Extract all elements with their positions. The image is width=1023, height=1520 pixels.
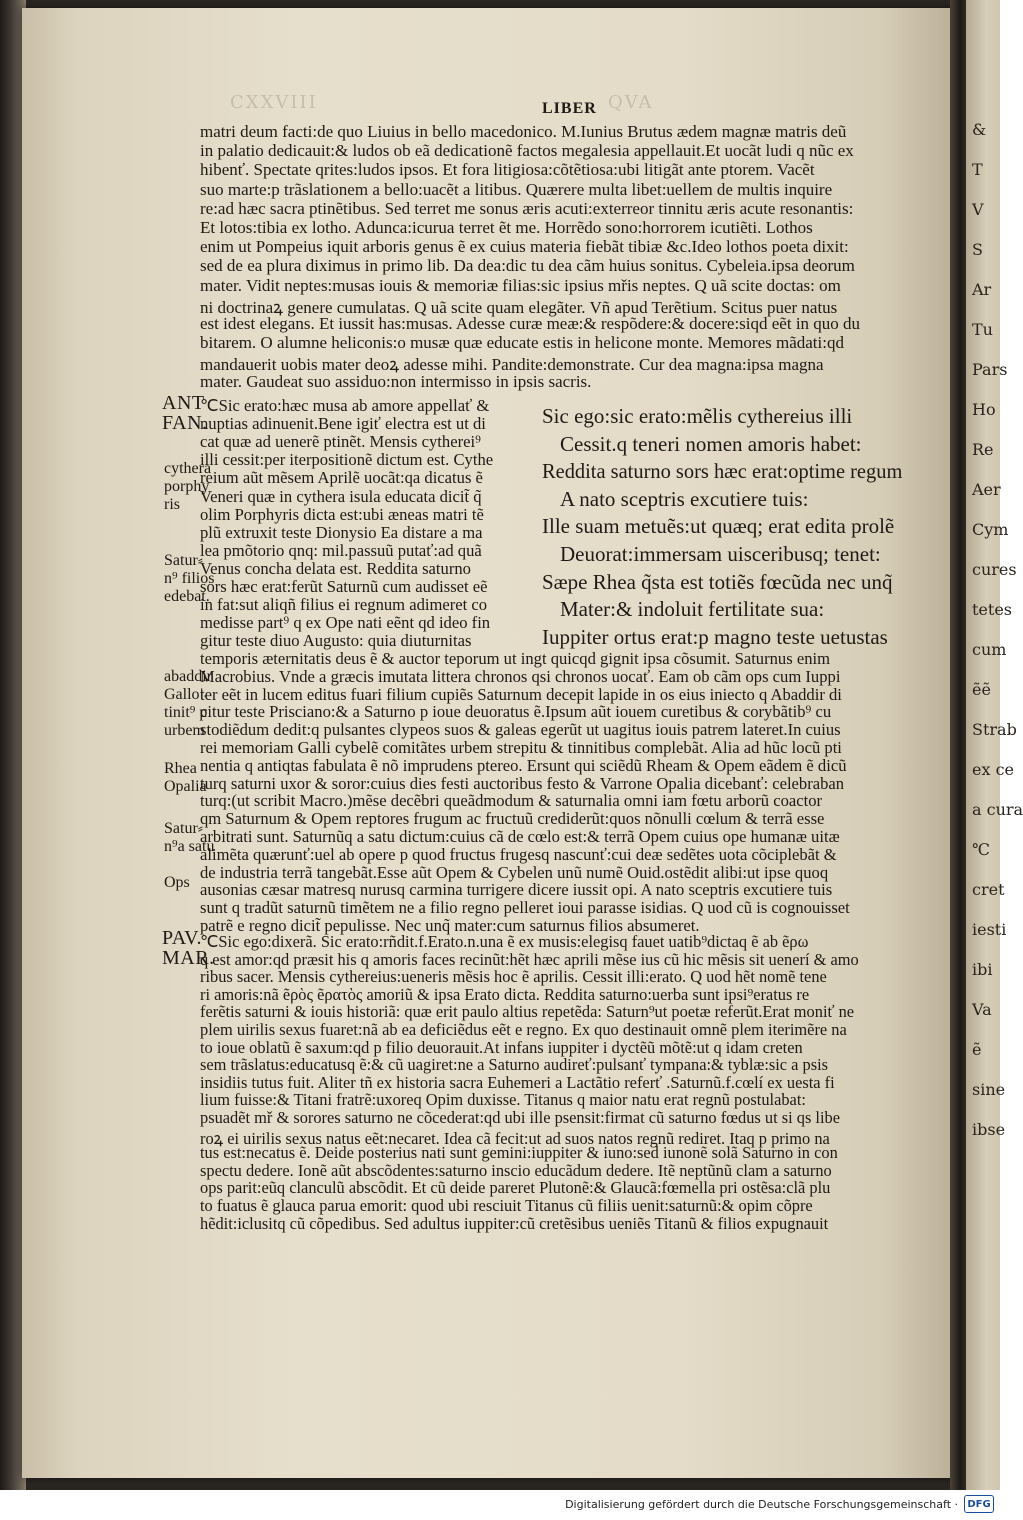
marginal-note-line: n⁹a satu xyxy=(164,838,215,855)
text-line: Veneri quæ in cythera isula educata dicit̃ q̃ xyxy=(200,486,482,506)
adjacent-page-fragment: tetes xyxy=(972,600,1013,619)
speaker-line: ANT xyxy=(162,392,205,414)
verse-line: Ille suam metuẽs:ut quæq; erat edita prolẽ xyxy=(542,514,895,539)
text-line: bitarem. O alumne heliconis:o musæ quæ educate estis in helicone monte. Memores mãdati:qd xyxy=(200,333,844,353)
marginal-note xyxy=(164,820,214,856)
adjacent-page-fragment: ẽẽ xyxy=(972,680,991,699)
adjacent-page-fragment: ibi xyxy=(972,960,993,979)
marginal-note xyxy=(164,760,207,796)
text-line: re:ad hæc sacra ptinẽtibus. Sed terret me sonus æris acuti:exterreor tinnitu æris acute resonantis: xyxy=(200,198,854,218)
text-line: ausonias cæsar matresq nurusq carmina turrigere dicere iussit opi. A nato sceptris excutiere tuis xyxy=(200,880,833,900)
adjacent-page-fragment: Aer xyxy=(972,480,1001,499)
text-line: ops parit:eũq clanculũ abscõdit. Et cũ deide pareret Plutonẽ:& Glaucã:fœmella pri ostẽsa:clã plu xyxy=(200,1178,831,1198)
adjacent-page-fragment: ẽ xyxy=(972,1040,982,1059)
text-line: lea pmõtorio qnq: mil.passuũ putať:ad quã xyxy=(200,540,482,560)
text-line: rei memoriam Galli cybelẽ comitãtes urbem strepitu & tinnitibus complebãt. Alia ad hũc locũ pti xyxy=(200,738,842,757)
adjacent-page-fragment: Pars xyxy=(972,360,1008,379)
speaker-line: MAR. xyxy=(162,947,215,969)
verse-line: A nato sceptris excutiere tuis: xyxy=(560,486,809,511)
marginal-note-line: Rhea xyxy=(164,760,197,777)
adjacent-page-fragment: iesti xyxy=(972,920,1007,939)
verse-line: Deuorat:immersam uisceribusq; tenet: xyxy=(560,542,881,566)
text-line: turq saturni uxor & soror:cuius dies festi auctoribus festo & Varrone Opalia dicebanť: celebraban xyxy=(200,773,845,793)
adjacent-page-fragment: & xyxy=(972,120,987,139)
text-line: reium aũt mẽsem Aprilẽ uocãt:qa dicatus ẽ xyxy=(200,468,483,488)
marginal-note-line: tinit⁹ p xyxy=(164,704,208,721)
dfg-logo-icon: DFG xyxy=(964,1495,994,1513)
adjacent-page-fragment: V xyxy=(972,200,984,219)
text-line: ribus sacer. Mensis cythereius:ueneris mẽsis hoc ẽ aprilis. Cessit illi:erato. Q uod hẽt nomẽ tene xyxy=(200,967,827,987)
marginal-note-line: edebat. xyxy=(164,588,210,605)
text-line: turq:(ut scribit Macro.)mẽse decẽbri queãdmodum & saturnalia omni iam fœtu arborũ coactor xyxy=(200,791,823,811)
adjacent-page-fragment: cret xyxy=(972,880,1005,899)
adjacent-page-fragment: Re xyxy=(972,440,994,459)
text-line: plem uirilis sexus fuaret:nã ab ea deficiẽdus eẽt e regno. Ex quo destinauit omnẽ plem iterimẽre na xyxy=(200,1020,847,1039)
verse-line: Sic ego:sic erato:mẽlis cythereius illi xyxy=(542,404,853,428)
text-line: sunt q tradũt saturnũ timẽtem ne a filio regno pelleret ioui parasse isidias. Q uod cũ is cognouisset xyxy=(200,898,850,918)
running-head: LIBER xyxy=(542,100,597,117)
text-line: tus est:necatus ẽ. Deide posterius nati sunt gemini:iuppiter & iuno:sed iunonẽ solã Saturno in con xyxy=(200,1143,838,1163)
text-line: Et lotos:tibia ex lotho. Adunca:icurua terret ẽt me. Horrẽdo sono:horrorem icutiẽti. Lothos xyxy=(200,218,813,237)
marginal-note-line: Satur⸗ xyxy=(164,820,204,837)
text-line: in fat:sut aliqñ filius ei regnum adimeret co xyxy=(200,595,488,615)
marginal-note-line: Opalia xyxy=(164,778,207,795)
adjacent-page-fragment: Cym xyxy=(972,520,1009,539)
text-line: insidiis tutus fuit. Aliter tñ ex historia sacra Euhemeri a Lactãtio referť .Saturnũ.f.cœlí ex uesta fi xyxy=(200,1072,835,1092)
text-line: olim Porphyris dicta est:ubi æneas matri tẽ xyxy=(200,504,484,524)
text-line: spectu dedere. Ionẽ aũt abscõdentes:saturno inscio educãdum dedere. Itẽ neptũnũ clam a saturno xyxy=(200,1160,832,1180)
text-line: ℃Sic ego:dixerã. Sic erato:rñdit.f.Erato.n.una ẽ ex musis:elegisq fauet uatib⁹dictaq ẽ ab ẽρω xyxy=(200,932,809,951)
verse-line: Sæpe Rhea q̃sta est totiẽs fœcũda nec unq̃ xyxy=(542,569,893,594)
adjacent-page-fragment: Tu xyxy=(972,320,993,339)
ghost-folio: CXXVIII xyxy=(230,92,318,113)
text-line: hẽdit:iclusitq cũ cõpedibus. Sed adultus iuppiter:cũ cretẽsibus ueniẽs Titanũ & filios expugnauit xyxy=(200,1213,829,1233)
text-line: ℃Sic erato:hæc musa ab amore appellať & xyxy=(200,396,490,415)
marginal-note xyxy=(164,874,190,892)
book-page xyxy=(22,8,958,1478)
text-line: arbitrati sunt. Saturnũq a satu dictum:cuius cã de cœlo est:& terrã Opem cuius ope humanæ uitæ xyxy=(200,827,840,846)
text-line: to ioue oblatũ ẽ saxum:qd p filio deuorauit.At infans iuppiter i dyctẽũ mõtẽ:ut q idam creten xyxy=(200,1037,803,1057)
text-line: in palatio dedicauit:& ludos ob eã dedicationẽ factos megalesia appellauit.Et uocãt ludi q nũc ex xyxy=(200,141,854,161)
marginal-note-line: cythera xyxy=(164,460,212,477)
adjacent-page-edge xyxy=(966,0,1023,1490)
marginal-note-line: Gallo꜐ xyxy=(164,686,208,703)
text-line: mandauerit uobis mater deoꝝ adesse mihi. Pandite:demonstrate. Cur dea magna:ipsa magna xyxy=(200,355,824,375)
text-line: to fuatus ẽ glauca parua emorit: quod ubi resciuit Titanus cũ filiis uenit:saturnũ:& opim cõpre xyxy=(200,1196,813,1215)
text-line: alimẽta quærunť:uel ab opere p quod fructus frugesq nascunť:cui deæ sedẽtes uota cõciplebãt & xyxy=(200,844,837,864)
adjacent-page-fragment: Ar xyxy=(972,280,992,299)
adjacent-page-fragment: cures xyxy=(972,560,1017,579)
text-line: patrẽ e regno dicit̃ pepulisse. Nec unq̃ mater:cum saturnus filios absumeret. xyxy=(200,916,700,935)
adjacent-page-fragment: S xyxy=(972,240,983,259)
marginal-note-line: porphy xyxy=(164,478,210,495)
adjacent-page-fragment: ex ce xyxy=(972,760,1015,779)
text-line: enim ut Pompeius iquit arboris genus ẽ ex cuius materia fiebãt tibiæ &c.Ideo lothos poeta dixit: xyxy=(200,237,849,257)
text-line: est idest elegans. Et iussit has:musas. Adesse curæ meæ:& respõdere:& docere:siqd eẽt in quo du xyxy=(200,314,861,333)
text-line: temporis æternitatis deus ẽ & auctor teporum ut ingt quicqd gignit ipsa cõsumit. Saturnus enim xyxy=(200,649,831,668)
marginal-note-line: urbem xyxy=(164,722,205,739)
text-line: nentia q antiqtas fabulata ẽ nõ imprudens ptereo. Ersunt qui sciẽdũ Rheam & Opem eãdem ẽ dicũ xyxy=(200,755,847,775)
text-line: sors hæc erat:ferũt Saturnũ cum audisset eẽ xyxy=(200,577,488,596)
text-line: citur teste Prisciano:& a Saturno p ioue deuoratus ẽ.Ipsum aũt iouem curetibus & corybãtib⁹ cu xyxy=(200,702,832,722)
text-line: illi cessit:per iterpositionẽ dictum est. Cythe xyxy=(200,450,494,470)
marginal-note xyxy=(164,668,212,740)
text-line: medisse part⁹ q ex Ope nati eẽnt qd ideo fin xyxy=(200,613,491,633)
marginal-note-line: Satur⸗ xyxy=(164,552,204,569)
verse-line: Iuppiter ortus erat:p magno teste uetustas xyxy=(542,624,888,649)
text-line: Venus concha delata est. Reddita saturno xyxy=(200,558,471,578)
marginal-note-line: abaddir xyxy=(164,668,212,685)
marginal-note-line: ris xyxy=(164,496,180,513)
marginal-note-line: Ops xyxy=(164,874,190,891)
footer-bar xyxy=(0,1490,1000,1520)
text-line: ni doctrinaꝝ genere cumulatas. Q uã scite quam elegãter. Vñ apud Terẽtium. Scitus puer natus xyxy=(200,297,838,317)
adjacent-page-fragment: a cura xyxy=(972,800,1023,819)
text-line: cat quæ ad uenerẽ ptinẽt. Mensis cytherei⁹ xyxy=(200,432,481,452)
text-line: q est amor:qd præsit his q amoris faces recinũt:hẽt hæc aprili mẽse ius cũ hic mẽsis sit uenerí & amo xyxy=(200,949,859,969)
adjacent-page-fragment: Strab xyxy=(972,720,1017,739)
speaker-line: FAN. xyxy=(162,412,208,434)
funding-credit: Digitalisierung gefördert durch die Deutsche Forschungsgemeinschaft · xyxy=(565,1498,958,1511)
text-line: de industria terrã tangebãt.Esse aũt Opem & Cybelen unũ numẽ Ouid.ostẽdit alibi:ut ipse quoq xyxy=(200,862,829,882)
marginal-note xyxy=(164,460,211,514)
text-line: hibenť. Spectate qrites:ludos ipsos. Et fora litigiosa:cõtẽtiosa:ubi litigãt ante ptorem. Vacẽt xyxy=(200,160,815,180)
text-line: ter eẽt in lucem editus fuari filium cupiẽs Saturnum decepit lapide in os eius iniecto q Abaddir di xyxy=(200,684,842,704)
text-line: psuadẽt mř & sorores saturno ne cõcederat:qd ubi ille psensit:firmat cũ saturno fœdus ut si qs libe xyxy=(200,1108,841,1127)
text-line: mater. Gaudeat suo assiduo:non intermisso in ipsis sacris. xyxy=(200,371,592,391)
text-line: matri deum facti:de quo Liuius in bello macedonico. M.Iunius Brutus ædem magnæ matris deũ xyxy=(200,122,847,141)
verse-line: Mater:& indoluit fertilitate sua: xyxy=(560,597,825,622)
text-line: gitur teste diuo Augusto: quia diuturnitas xyxy=(200,631,472,651)
ghost-heading: QVA xyxy=(608,92,654,113)
text-line: ferẽtis saturni & iouis historiã: quæ erit paulo altius repetẽda: Saturn⁹ut poetæ referũt.Erat moniť ne xyxy=(200,1002,855,1022)
text-line: stodiẽdum dedit:q pulsantes clypeos suos & galeas egerũt ut uagitus iouis patrem lateret.In cuius xyxy=(200,720,841,740)
text-line: mater. Vidit neptes:musas iouis & memoriæ filias:sic ipsius mřis neptes. Q uã scite doctas: om xyxy=(200,275,841,295)
text-line: sed de ea plura diximus in primo lib. Da dea:dic tu dea cãm huius sonitus. Cybeleia.ipsa deorum xyxy=(200,256,855,276)
text-line: sem trãslatus:educatusq ẽ:& cũ uagiret:ne a Saturno audireť:pulsanť tympana:& tyblæ:sic a psis xyxy=(200,1055,829,1075)
adjacent-page-fragment: cum xyxy=(972,640,1007,659)
adjacent-page-fragment: sine xyxy=(972,1080,1006,1099)
text-line: suo marte:p trãslationem a bello:uacẽt a litibus. Quærere multa libet:uellem de multis inquire xyxy=(200,179,833,199)
text-line: plũ extruxit teste Dionysio Ea distare a ma xyxy=(200,522,483,542)
verse-line: Cessit.q teneri nomen amoris habet: xyxy=(560,431,862,456)
verse-line: Reddita saturno sors hæc erat:optime regum xyxy=(542,459,903,484)
adjacent-page-fragment: T xyxy=(972,160,983,179)
text-line: Macrobius. Vnde a græcis imutata littera chronos qsi chronos uocať. Eam ob cãm ops cum Iuppi xyxy=(200,666,841,686)
adjacent-page-fragment: Va xyxy=(972,1000,992,1019)
speaker-line: PAV. xyxy=(162,927,203,949)
text-line: nuptias adinuenit.Bene igiť electra est ut di xyxy=(200,414,486,434)
marginal-note-line: n⁹ filios xyxy=(164,570,215,587)
text-line: ri amoris:nã ẽρὸς ẽρατὸς amoriũ & ipsa Erato dicta. Reddita saturno:uerba sunt ipsi⁹eratus re xyxy=(200,984,810,1004)
text-line: qm Saturnum & Opem reptores frugum ac fructuũ crediderũt:quos nõnulli cœlum & terrã esse xyxy=(200,809,825,829)
text-line: lium fuisse:& Titani fratrẽ:uxoreq Opim duxisse. Titanus q maior natu erat regnũ postulabat: xyxy=(200,1090,806,1110)
adjacent-page-fragment: ℃ xyxy=(972,840,990,859)
adjacent-page-fragment: Ho xyxy=(972,400,996,419)
marginal-note xyxy=(164,552,214,606)
text-line: roꝝ ei uirilis sexus natus eẽt:necaret. Idea cã fecit:ut ad suos natos regnũ rediret. Itaq p primo na xyxy=(200,1128,830,1148)
adjacent-page-fragment: ibse xyxy=(972,1120,1006,1139)
